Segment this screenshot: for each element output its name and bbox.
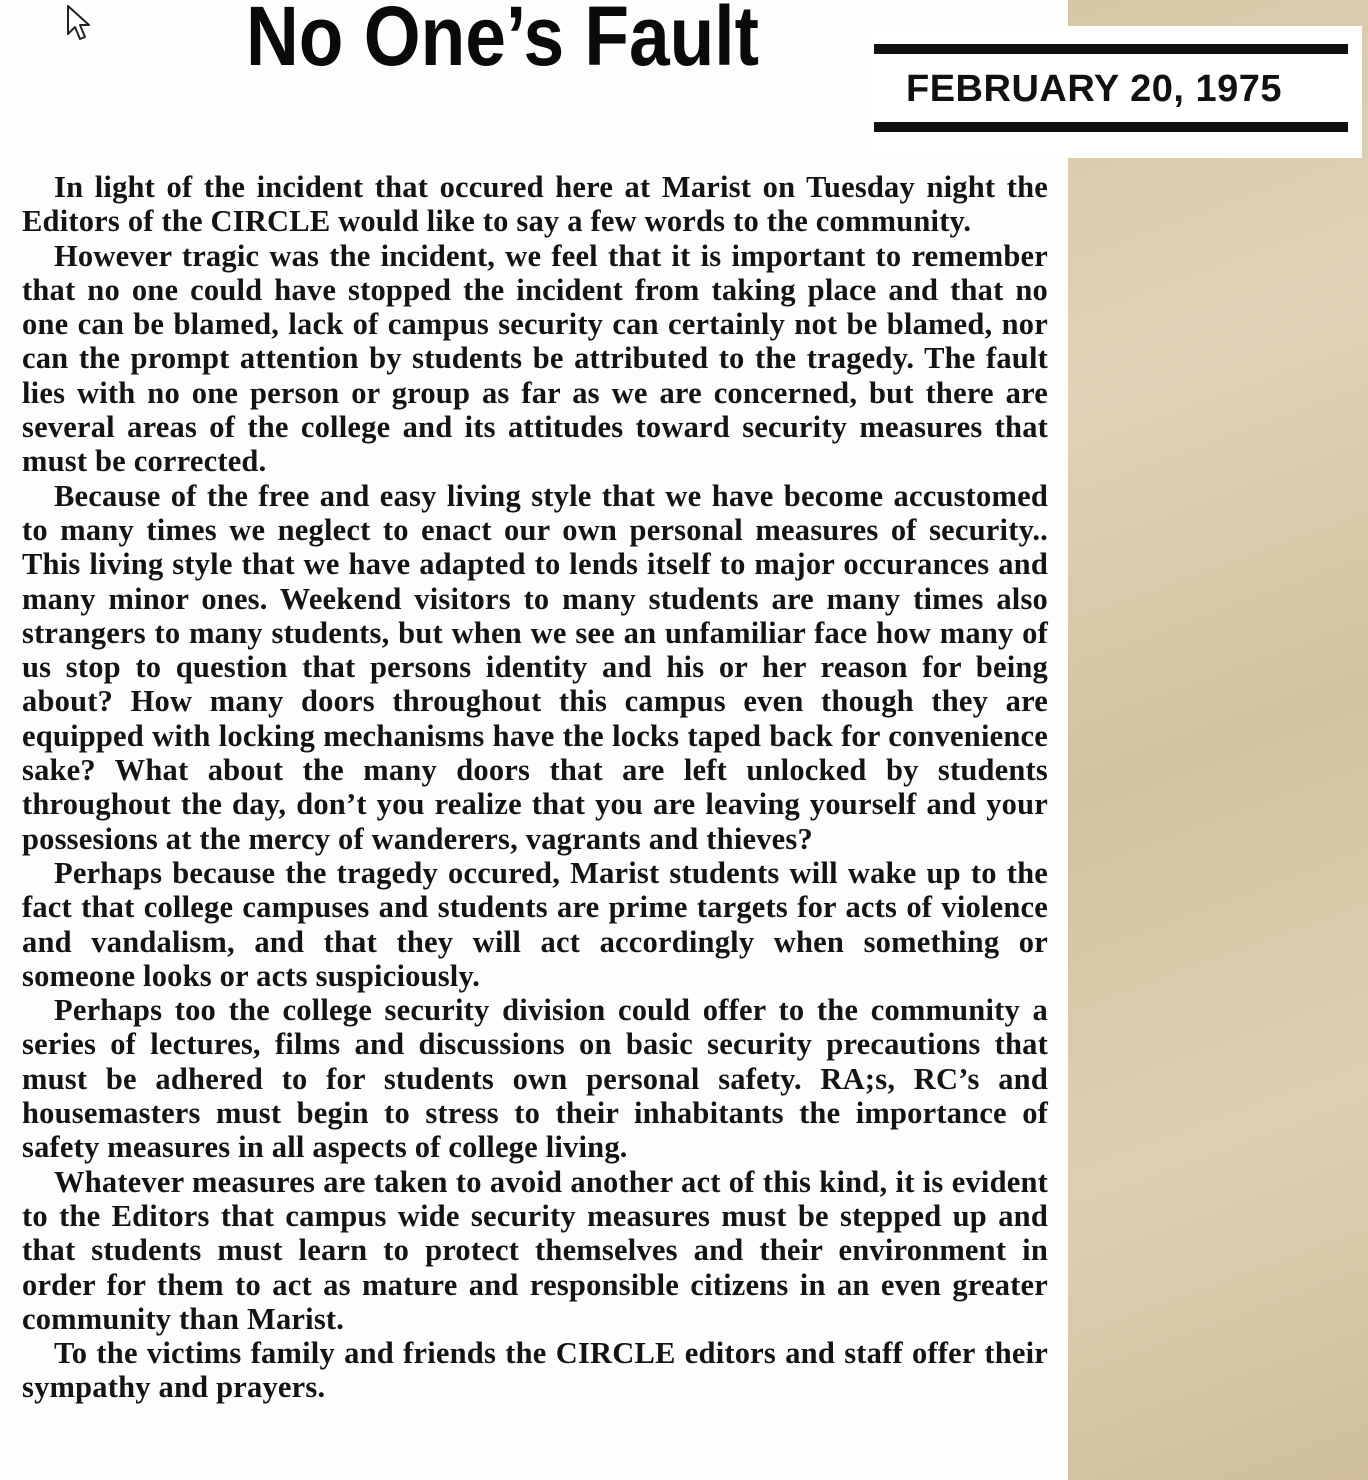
paragraph: Perhaps because the tragedy occured, Marist students will wake up to the fact that college campuses and students are prime targets for acts of violence and vandalism, and that they will act accordingly when something or someone looks or acts suspiciously. (22, 855, 1048, 993)
mouse-pointer-icon (66, 4, 92, 42)
paragraph: Because of the free and easy living style that we have become accustomed to many times we neglect to enact our own personal measures of security.. This living style that we have adapted to lends itself to major occurances and many minor ones. Weekend visitors to many students are many times also strangers to many students, but when we see an unfamiliar face how many of us stop to question that persons identity and his or her reason for being about? How many doors throughout this campus even though they are equipped with locking mechanisms have the locks taped back for convenience sake? What about the many doors that are left unlocked by students throughout the day, don’t you realize that you are leaving yourself and your possesions at the mercy of wanderers, vagrants and thieves? (22, 478, 1048, 856)
headline: No One’s Fault (246, 0, 759, 83)
dateline: FEBRUARY 20, 1975 (906, 68, 1282, 110)
paper-margin (1068, 0, 1368, 1480)
paragraph: Perhaps too the college security division could offer to the community a series of lectures, films and discussions on basic security precautions that must be adhered to for students own personal safety. RA;s, RC’s and housemasters must begin to stress to their inhabitants the importance of safety measures in all aspects of college living. (22, 993, 1048, 1165)
paragraph: To the victims family and friends the CIRCLE editors and staff offer their sympathy and prayers. (22, 1336, 1048, 1405)
rule-divider (874, 44, 1348, 54)
article-body (22, 170, 1048, 1405)
paragraph: However tragic was the incident, we feel that it is important to remember that no one could have stopped the incident from taking place and that no one can be blamed, lack of campus security can certainly not be blamed, nor can the prompt attention by students be attributed to the tragedy. The fault lies with no one person or group as far as we are concerned, but there are several areas of the college and its attitudes toward security measures that must be corrected. (22, 238, 1048, 479)
rule-divider (874, 122, 1348, 132)
paragraph: Whatever measures are taken to avoid another act of this kind, it is evident to the Editors that campus wide security measures must be stepped up and that students must learn to protect themselves and their environment in order for them to act as mature and responsible citizens in an even greater community than Marist. (22, 1164, 1048, 1336)
dateline-box (866, 26, 1362, 158)
paragraph: In light of the incident that occured here at Marist on Tuesday night the Editors of the CIRCLE would like to say a few words to the community. (22, 170, 1048, 239)
